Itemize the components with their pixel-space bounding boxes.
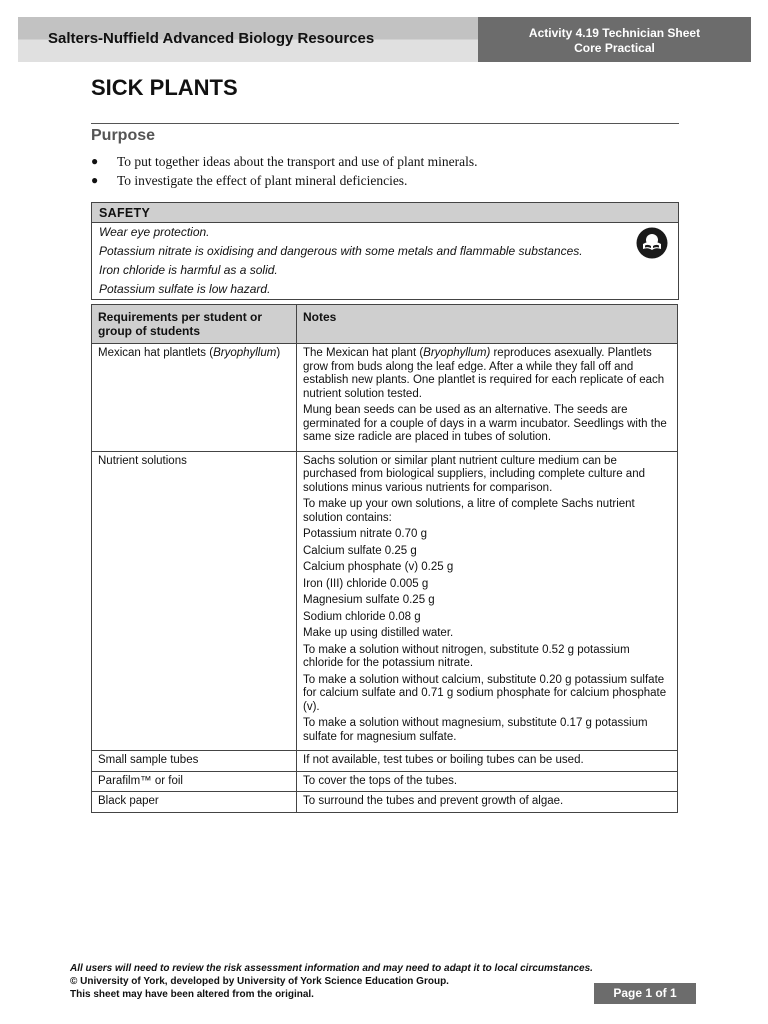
- note-paragraph: Make up using distilled water.: [303, 627, 454, 639]
- core-practical-label: Core Practical: [574, 41, 655, 55]
- page-number-badge: Page 1 of 1: [594, 983, 696, 1004]
- footer-copyright: © University of York, developed by University of York Science Education Group.: [70, 976, 449, 987]
- purpose-item-text: To put together ideas about the transport and use of plant minerals.: [117, 154, 478, 169]
- requirement-italic: Bryophyllum: [213, 347, 277, 359]
- notes-cell: To surround the tubes and prevent growth of algae.: [297, 792, 678, 813]
- purpose-heading: Purpose: [91, 127, 156, 144]
- bullet-icon: ●: [91, 154, 99, 168]
- requirement-cell: Parafilm™ or foil: [92, 771, 297, 792]
- activity-banner: [478, 17, 751, 62]
- table-row: [92, 451, 678, 751]
- table-row: [92, 344, 678, 452]
- note-text: reproduces asexually. Plantlets grow from buds along the leaf edge. After a while they fall off and establish new plants. One plantlet is required for each replicate of each nutrient solution tested.: [303, 347, 665, 400]
- requirement-cell: Nutrient solutions: [92, 451, 297, 751]
- note-text: The Mexican hat plant (: [303, 347, 424, 359]
- requirement-cell: Small sample tubes: [92, 751, 297, 772]
- publisher-title: Salters-Nuffield Advanced Biology Resources: [48, 30, 375, 47]
- safety-line: Potassium nitrate is oxidising and dangerous with some metals and flammable substances.: [99, 244, 583, 258]
- note-paragraph: Calcium phosphate (v) 0.25 g: [303, 561, 454, 573]
- table-row: [92, 771, 678, 792]
- table-row: [92, 751, 678, 772]
- activity-label: Activity 4.19 Technician Sheet: [528, 26, 701, 40]
- footer-disclaimer: All users will need to review the risk assessment information and may need to adapt it to local circumstances.: [70, 963, 593, 974]
- note-paragraph: Iron (III) chloride 0.005 g: [303, 577, 429, 590]
- header-banner: [18, 17, 478, 62]
- requirement-text: Mexican hat plantlets (: [98, 347, 214, 359]
- purpose-divider: [91, 123, 679, 124]
- table-row: [92, 792, 678, 813]
- list-item: [91, 153, 679, 172]
- note-paragraph: Calcium sulfate 0.25 g: [303, 544, 417, 557]
- safety-box: [91, 202, 679, 300]
- note-paragraph: Sachs solution or similar plant nutrient culture medium can be purchased from biological suppliers, including complete culture and solutions minus various nutrients for comparison.: [303, 454, 645, 494]
- note-paragraph: To make up your own solutions, a litre of complete Sachs nutrient solution contains:: [303, 498, 635, 524]
- requirement-text: ): [276, 347, 281, 359]
- safety-heading: SAFETY: [92, 203, 678, 223]
- page-title: SICK PLANTS: [91, 75, 238, 100]
- column-header-notes: Notes: [297, 305, 678, 344]
- safety-line: Iron chloride is harmful as a solid.: [99, 263, 278, 277]
- note-paragraph: To make a solution without calcium, substitute 0.20 g potassium sulfate for calcium sulfate and 0.71 g sodium phosphate for calcium phosphate (v).: [303, 673, 667, 713]
- note-paragraph: [303, 347, 671, 401]
- note-paragraph: To make a solution without magnesium, substitute 0.17 g potassium sulfate for magnesium sulfate.: [303, 717, 648, 743]
- purpose-item-text: To investigate the effect of plant mineral deficiencies.: [117, 173, 408, 188]
- requirement-cell: [92, 344, 297, 452]
- list-item: [91, 172, 679, 191]
- table-header-row: [92, 305, 678, 344]
- purpose-list: [91, 153, 679, 191]
- note-paragraph: Mung bean seeds can be used as an alternative. The seeds are germinated for a couple of days in a warm incubator. Seedlings with the same size radicle are placed in tubes of solution.: [303, 404, 667, 443]
- note-paragraph: Sodium chloride 0.08 g: [303, 610, 421, 623]
- column-header-requirements: Requirements per student or group of students: [92, 305, 297, 344]
- note-paragraph: Magnesium sulfate 0.25 g: [303, 594, 435, 606]
- eye-protection-icon: [636, 227, 668, 259]
- safety-line: Wear eye protection.: [99, 225, 210, 239]
- requirement-cell: Black paper: [92, 792, 297, 813]
- footer: [70, 962, 593, 1001]
- bullet-icon: ●: [91, 173, 99, 187]
- note-paragraph: To make a solution without nitrogen, substitute 0.52 g potassium chloride for the potassium nitrate.: [303, 643, 630, 669]
- footer-altered-note: This sheet may have been altered from the original.: [70, 989, 314, 1000]
- requirements-table: [91, 304, 678, 813]
- notes-cell: If not available, test tubes or boiling tubes can be used.: [297, 751, 678, 772]
- notes-cell: [297, 451, 678, 751]
- notes-cell: To cover the tops of the tubes.: [297, 771, 678, 792]
- note-italic: Bryophyllum): [423, 347, 491, 359]
- safety-line: Potassium sulfate is low hazard.: [99, 282, 271, 296]
- note-paragraph: Potassium nitrate 0.70 g: [303, 528, 428, 540]
- notes-cell: [297, 344, 678, 452]
